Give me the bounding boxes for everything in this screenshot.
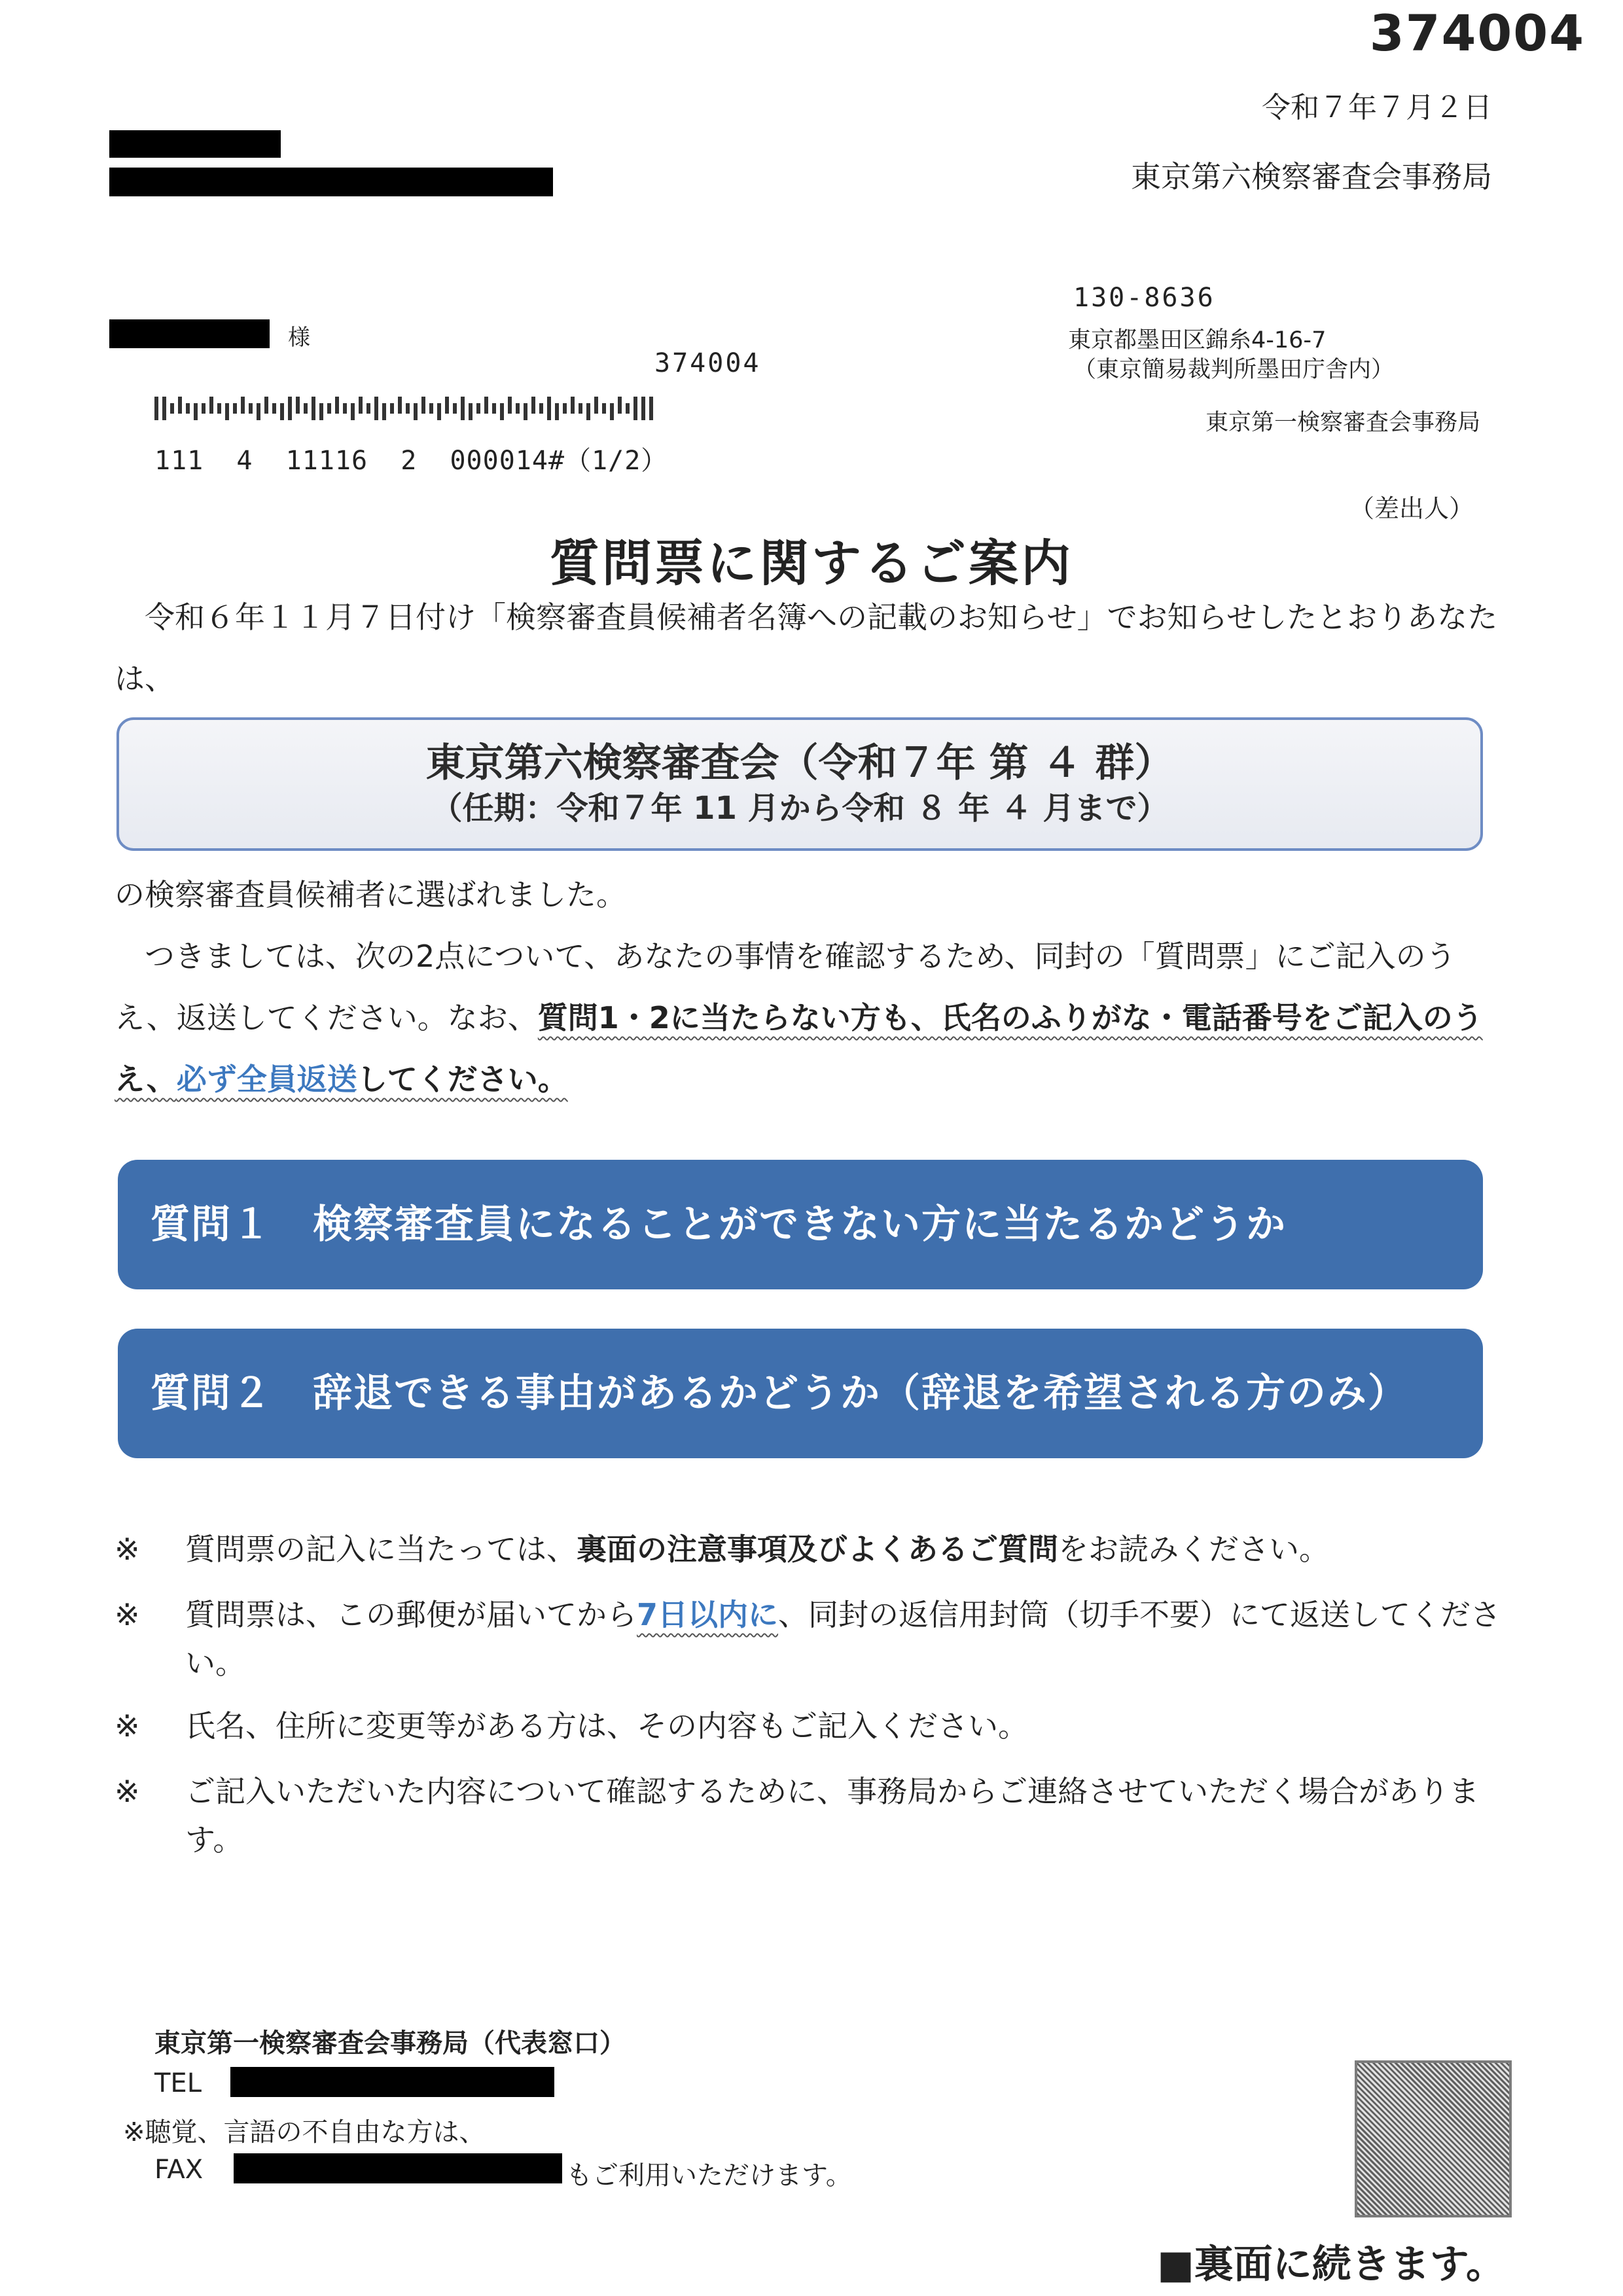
honorific-sama: 様 bbox=[288, 325, 310, 351]
seven-days-highlight: 7日以内に bbox=[637, 1597, 779, 1632]
question-2-banner bbox=[118, 1329, 1483, 1458]
note-3 bbox=[115, 1702, 1502, 1750]
body-paragraph bbox=[115, 864, 1502, 1110]
sender-office: 東京第一検察審査会事務局 bbox=[1205, 410, 1480, 436]
note-mark: ※ bbox=[115, 1597, 140, 1632]
note-1-text: 質問票の記入に当たっては、 bbox=[185, 1532, 577, 1567]
postal-barcode bbox=[154, 397, 658, 420]
intro-paragraph: 令和６年１１月７日付け「検察審査員候補者名簿への記載のお知らせ」でお知らせしたとおりあなたは、 bbox=[115, 600, 1498, 696]
question-2-text: 辞退できる事由があるかどうか（辞退を希望される方のみ） bbox=[313, 1371, 1408, 1416]
question-1-label: 質問１ bbox=[151, 1202, 272, 1247]
note-2 bbox=[115, 1590, 1502, 1687]
fax-label: FAX bbox=[154, 2155, 204, 2185]
contact-office: 東京第一検察審査会事務局（代表窓口） bbox=[154, 2028, 626, 2058]
continue-on-back: ■裏面に続きます。 bbox=[1157, 2242, 1505, 2287]
redacted-recipient-name bbox=[109, 319, 270, 348]
question-1-banner bbox=[118, 1160, 1483, 1289]
instruction-tail: してください。 bbox=[357, 1062, 568, 1097]
document-id-top: 374004 bbox=[1369, 4, 1585, 62]
sender-building: （東京簡易裁判所墨田庁舎内） bbox=[1073, 357, 1395, 383]
tel-label: TEL bbox=[154, 2068, 202, 2098]
redacted-fax bbox=[234, 2153, 562, 2183]
note-1-tail: をお読みください。 bbox=[1058, 1532, 1329, 1567]
document-id-address: 374004 bbox=[654, 348, 761, 378]
must-return-highlight: 必ず全員返送 bbox=[176, 1062, 357, 1097]
note-3-text: 氏名、住所に変更等がある方は、その内容もご記入ください。 bbox=[185, 1708, 1028, 1744]
note-1 bbox=[115, 1525, 1502, 1573]
selected-text: の検察審査員候補者に選ばれました。 bbox=[115, 877, 626, 912]
note-1-emphasis: 裏面の注意事項及びよくあるご質問 bbox=[577, 1532, 1058, 1567]
redacted-tel bbox=[230, 2067, 554, 2097]
hearing-note: ※聴覚、言語の不自由な方は、 bbox=[123, 2117, 486, 2147]
note-mark: ※ bbox=[115, 1774, 140, 1809]
instruction-text bbox=[115, 925, 1502, 1110]
committee-term: （任期：令和７年 11 月から令和 ８ 年 ４ 月まで） bbox=[431, 790, 1169, 827]
sender-address: 東京都墨田区錦糸4-16-7 bbox=[1068, 327, 1327, 353]
issuing-office: 東京第六検察審査会事務局 bbox=[1131, 159, 1492, 194]
routing-code: 111 4 11116 2 000014#（1/2） bbox=[154, 446, 668, 476]
qr-code-icon bbox=[1355, 2060, 1512, 2217]
issue-date: 令和７年７月２日 bbox=[1262, 91, 1492, 124]
note-4 bbox=[115, 1767, 1502, 1864]
sender-zip: 130-8636 bbox=[1073, 283, 1215, 313]
instruction-emphasis: 質問1・2に当たらない方も、氏名のふりがな・電話番号をご記入のうえ、 bbox=[115, 1000, 1483, 1097]
note-4-text: ご記入いただいた内容について確認するために、事務局からご連絡させていただく場合があります。 bbox=[185, 1774, 1480, 1857]
note-2-tail: 、同封の返信用封筒（切手不要）にて返送してください。 bbox=[185, 1597, 1501, 1681]
sender-label: （差出人） bbox=[1349, 494, 1474, 523]
note-2-text: 質問票は、この郵便が届いてから bbox=[185, 1597, 637, 1632]
redacted-address-line-1 bbox=[109, 130, 281, 158]
fax-note: もご利用いただけます。 bbox=[566, 2161, 852, 2191]
committee-name: 東京第六検察審査会（令和７年 第 ４ 群） bbox=[425, 740, 1174, 786]
note-mark: ※ bbox=[115, 1708, 140, 1744]
redacted-address-line-2 bbox=[109, 168, 553, 196]
question-1-text: 検察審査員になることができない方に当たるかどうか bbox=[313, 1202, 1287, 1247]
question-2-label: 質問２ bbox=[151, 1371, 272, 1416]
instruction-lead: つきましては、次の2点について、あなたの事情を確認するため、同封の「質問票」にご記入のうえ、返送してください。なお、 bbox=[115, 939, 1456, 1035]
note-mark: ※ bbox=[115, 1532, 140, 1567]
page-title: 質問票に関するご案内 bbox=[550, 534, 1073, 592]
